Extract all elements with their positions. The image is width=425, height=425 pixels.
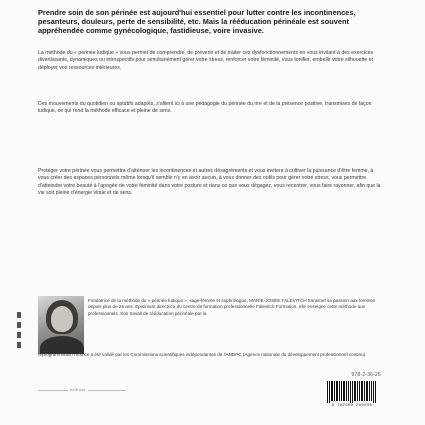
- author-bio-continued: reprogrammation motrice a été validé par les Commissions scientifiques indépendantes de l'ANDPC (Agence nationale du développement professionnel continu).: [38, 352, 367, 357]
- paragraph-method: La méthode du « périnée ludique » vous permet de comprendre, de prévenir et de traiter ces dysfonctionnements en vous invitant à des exercices divertissants, dynamiques ou introspectifs pour simultanément gérer votre stress, renforcer votre féminité, vous tonifier, embellir votre silhouette et déployer vos ressources intérieures.: [38, 50, 374, 71]
- author-portrait: [38, 296, 84, 354]
- side-rail-decoration: [14, 312, 24, 354]
- cover-heading: Prendre soin de son périnée est aujourd'hui essentiel pour lutter contre les incontinences, pesanteurs, douleurs, perte de sensibilité, etc. Mais la rééducation périnéale est souvent appréhendée comme gynécologique, fastidieuse, voire invasive.: [38, 8, 356, 36]
- isbn-label: 978-2-36-26: [351, 372, 381, 378]
- barcode: [326, 381, 378, 403]
- publisher-label: éditions: [70, 388, 86, 392]
- publisher-mark: [38, 388, 126, 394]
- paragraph-protection: Protéger votre périnée vous permettra d'atténuer les incontinences et autres désagréments et vous invitera à cultiver la puissance d'être femme, à vous créer des espaces personnels même lorsqu'il semble n'y en avoir aucun, à vous donner des outils pour gérer votre stress, vous permettre d'atteindre votre beauté à l'apogée de votre féminité dans votre posture et dans ce que vous dégagez, vous recentrer, vous faire rayonner, afin que la vie soit pleine d'énergie vitale et de sens.: [38, 168, 381, 196]
- author-bio: Fondatrice de la méthode du « périnée ludique », sage-femme et sophrologue, MARIE-JOSÉE FALEVITCH transmet sa passion aux femmes depuis plus de 25 ans. Episimant directrice du centre de formation professionnelle Falevitch Formation, elle enseigne cette méthode aux professionnels. Son travail de rééducation périnéale par la: [88, 298, 376, 316]
- barcode-digits: 9 782360 260000: [331, 404, 373, 408]
- paragraph-movements: Des mouvements du quotidien ou sportifs adaptés, s'allient ici à une pédagogie du périnée du rire et de la présence positive, transmises de façon ludique, ce qui rend la méthode efficace et pleine de sens.: [38, 101, 372, 115]
